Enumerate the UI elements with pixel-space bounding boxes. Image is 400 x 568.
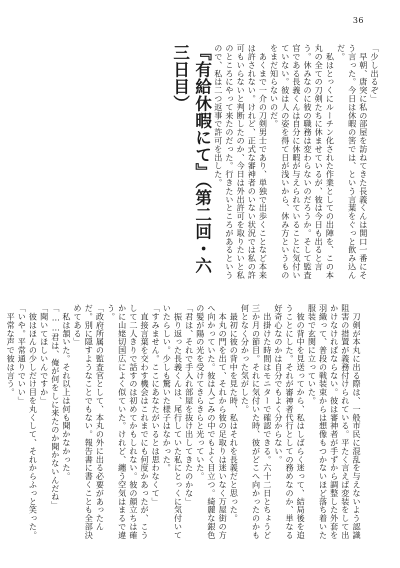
lower-text-block (5, 304, 362, 544)
paragraph: 刀剣が本丸に出る際は、一般市民に混乱を与えないよう認識阻害の措置が義務付けられている。平たく言えば変装をして出かけなければならない。彼は審神者が手ずから調整した外套を羽織って、普段の戦装束からは想像もつかないほど落ち着いた服装で玄関に立っていた。 (307, 304, 362, 540)
paragraph: 私はとっくにルーチン化された作業としての出陣を、この本丸の全ての刀剣たちに休ませているが、彼は今日も出ると言う。休みなのに彼の職務は変わらないのだろうか。そして監査官である長義くんは自分に休暇が与えられていることに気付いていない。彼は人の姿を得て日が浅いから、休み方というものをまだ知らないのだ。 (269, 44, 336, 280)
paragraph: 彼はほんの少しだけ目を丸くして、それからふっと笑った。 (28, 304, 39, 540)
paragraph: あくまで一介の刀剣男士であり、単独で出歩くことなど本来は許されない。けれど、正式な審神者のいない状況では私の許可もいらないと判断したのか、今日は外出許可を取りたいと私のところにやって来たのだった。行きたいところがあるというので、私は二つ返事で許可を出した。 (213, 44, 269, 280)
paragraph: 「君は、それで手入れ部屋を抜け出してきたのかな」 (184, 304, 195, 506)
paragraph: 彼の背中を見送ってから、私はしばらく迷って、結局後を追うことにした。それが審神者代行としての務めなのか、単なる好奇心なのかは自分でもよく分からない。 (273, 304, 307, 540)
paragraph: 早朝、唐突に私の部屋を訪ねてきた長義くんは開口一番にそう言った。今日は休暇の筈では、という言葉をぐっと飲み込んだ。 (336, 44, 369, 280)
paragraph: 本丸の門を出て、それから彼の足取りは迷いなく万屋街の方へ向かっていた。彼は人ごみの中でもよく目立つ。綺麗な銀色の髪が陽の光を受けてきらきらと光っていた。 (195, 304, 229, 540)
paragraph: 「政府所属の監査官として、本丸の外に出る必要があったんだ。別に隠すようなことでもない。報告書に書くことも全部決めてある」 (73, 304, 106, 540)
paragraph: 振り返った長義くんは、尾行していた私にとっくに気付いていたらしい。少しも驚いた様子はなかった。 (162, 304, 184, 540)
paragraph: 最初に彼の背中を見た時、私はそれを長義だと思った。 (229, 304, 240, 523)
paragraph: 平常な声で彼は言う。 (6, 304, 17, 397)
upper-text-block (169, 44, 380, 280)
paragraph: 出掛けた時間はモニターで確認できる。六十二日とちょうど三か月の節目。それに気付いた時、彼がどこへ向かったのかも何となく分かった気がした。 (240, 304, 273, 540)
paragraph: 「すみません。ここにあなたがいるとは思わなくて」 (151, 304, 162, 506)
page-number: 36 (352, 16, 364, 25)
paragraph: 「少し出るぞ」 (370, 44, 380, 103)
paragraph: 「聞いてほしいんですか」 (39, 304, 50, 405)
paragraph: 「いや。平常通りでいい」 (17, 304, 28, 405)
paragraph: 「……君は、俺が何をしに来たのか聞かないんだね」 (50, 304, 61, 510)
section-title: 『有給休暇にて』（第二回・六三日目） (170, 44, 212, 274)
paragraph: 直接言葉を交わす機会はこれまでにも何度かあったが、こうして二人きりで話すのは初めてかもしれない。彼の顔立ちは確かに山姥切国広によく似ていた。けれど、纏う空気はまるで違う。 (106, 304, 151, 540)
paragraph: 私は頷いた。それ以上は何も聞かなかった。 (61, 304, 72, 481)
